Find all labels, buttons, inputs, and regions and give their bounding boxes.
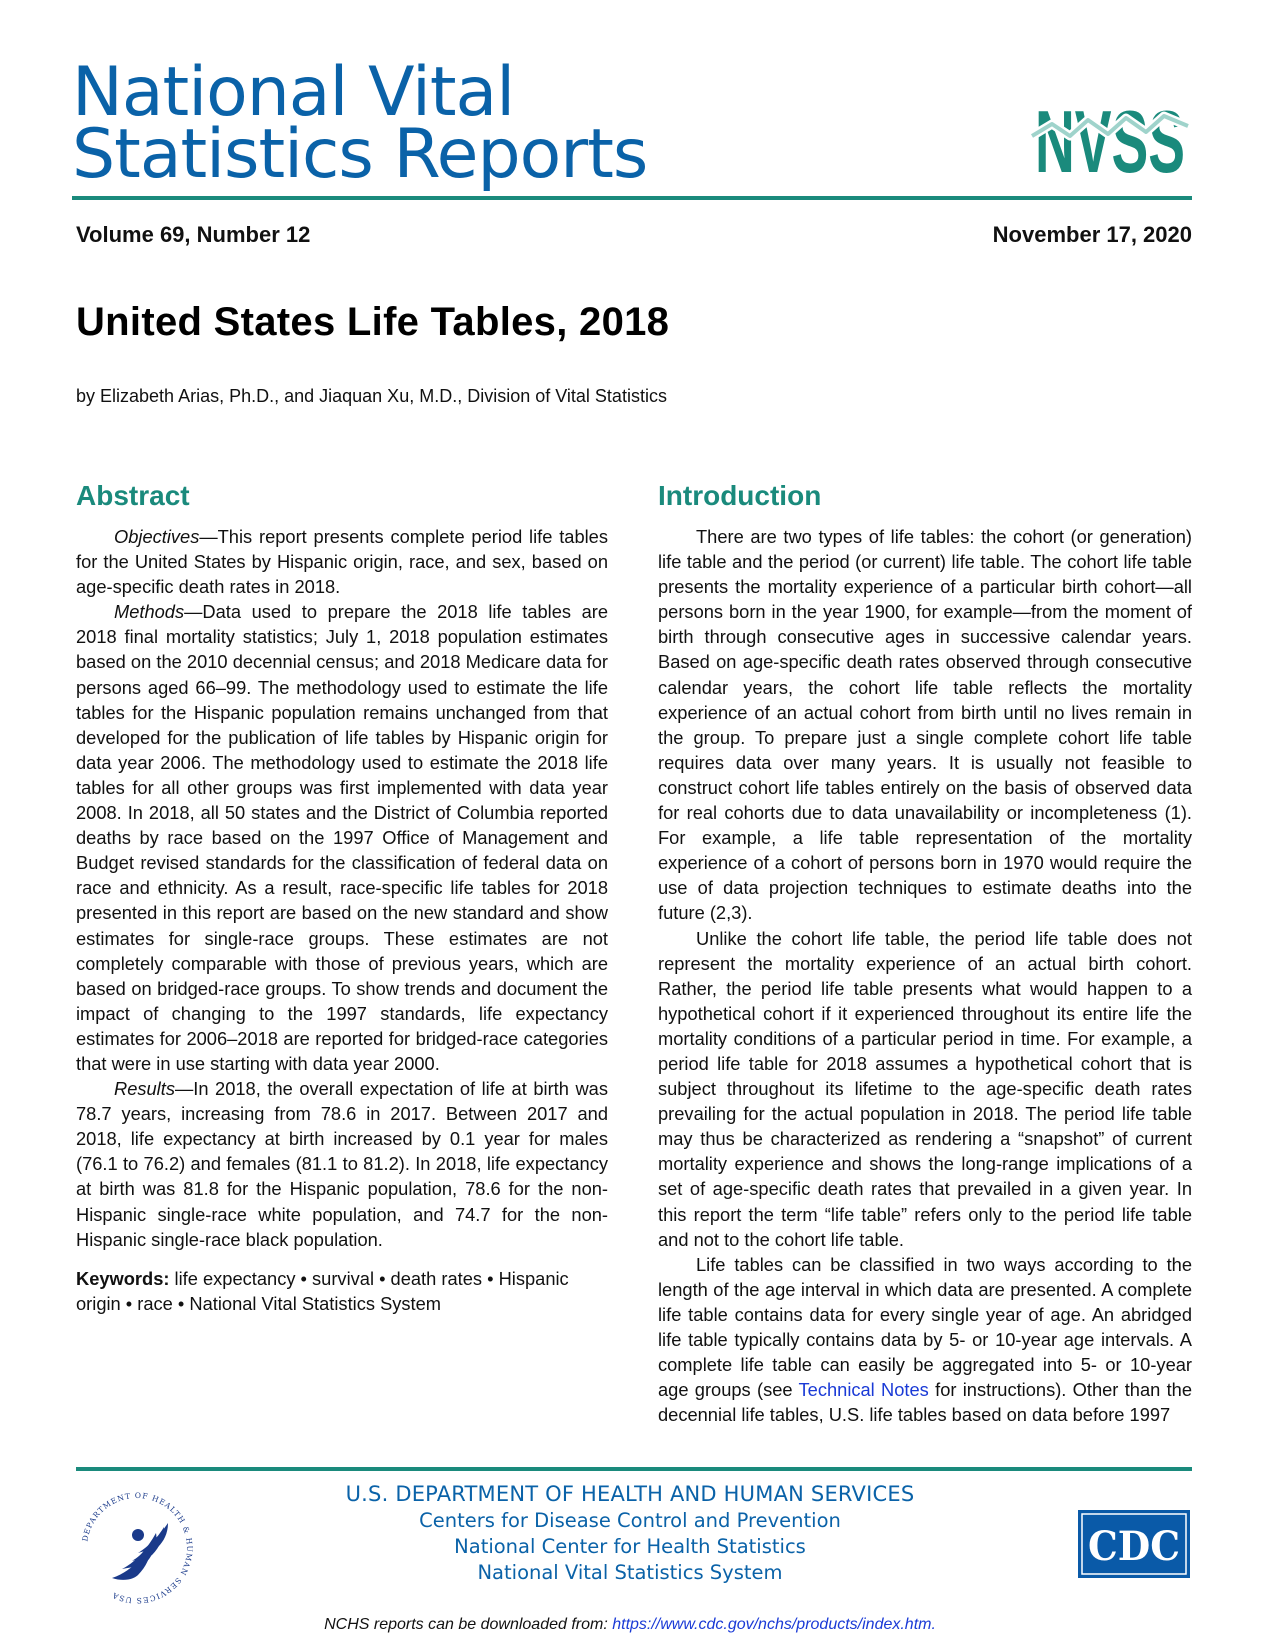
abstract-section: [76, 480, 608, 1316]
results-text: —In 2018, the overall expectation of life at birth was 78.7 years, increasing from 78.6 in 2017. Between 2017 and 2018, life expectancy at birth increased by 0.1 year for males (76.1 to 76.2) and females (81.1 to 81.2). In 2018, life expectancy at birth was 81.8 for the Hispanic population, 78.6 for the non-Hispanic single-race white population, and 74.7 for the non-Hispanic single-race black population.: [76, 1078, 608, 1250]
objectives-lead: Objectives: [114, 526, 200, 547]
download-link[interactable]: https://www.cdc.gov/nchs/products/index.htm.: [612, 1616, 936, 1633]
publication-title-line1: National Vital: [72, 53, 515, 132]
issue-meta: [76, 222, 1192, 248]
issue-date: November 17, 2020: [992, 222, 1192, 247]
agency-block: [300, 1480, 960, 1586]
keywords-text: life expectancy • survival • death rates • Hispanic origin • race • National Vital Statistics System: [76, 1267, 569, 1314]
objectives-text: —This report presents complete period life tables for the United States by Hispanic origin, race, and sex, based on age-specific death rates in 2018.: [76, 526, 608, 598]
intro-p3-before: Life tables can be classified in two ways according to the length of the age interval in which data are presented. A complete life table contains data for every single year of age. An abridged life table typically contains data by 5- or 10-year age intervals. A complete life table can easily be aggregated into 5- or 10-year age groups (see: [658, 1253, 1192, 1401]
author-byline: by Elizabeth Arias, Ph.D., and Jiaquan Xu, M.D., Division of Vital Statistics: [76, 386, 667, 406]
keywords-label: Keywords:: [76, 1267, 170, 1289]
intro-p3-after: for instructions). Other than the decennial life tables, U.S. life tables based on data before 1997: [658, 1379, 1192, 1426]
methods-text: —Data used to prepare the 2018 life tables are 2018 final mortality statistics; July 1, 2018 population estimates based on the 2010 decennial census; and 2018 Medicare data for persons aged 66–99. The methodology used to estimate the life tables for the Hispanic population remains unchanged from that developed for the publication of life tables by Hispanic origin for data year 2006. The methodology used to estimate the 2018 life tables for all other groups was first implemented with data year 2008. In 2018, all 50 states and the District of Columbia reported deaths by race based on the 1997 Office of Management and Budget revised standards for the classification of federal data on race and ethnicity. As a result, race-specific life tables for 2018 presented in this report are based on the new standard and show estimates for single-race groups. These estimates are not completely comparable with those of previous years, which are based on bridged-race groups. To show trends and document the impact of changing to the 1997 standards, life expectancy estimates for 2006–2018 are reported for bridged-race categories that were in use starting with data year 2000.: [76, 601, 608, 1074]
technical-notes-link[interactable]: Technical Notes: [798, 1379, 929, 1401]
download-note: [300, 1616, 960, 1634]
objectives-paragraph: [76, 524, 608, 599]
hhs-seal-text: DEPARTMENT OF HEALTH & HUMAN SERVICES USA: [80, 1490, 195, 1606]
abstract-heading: Abstract: [76, 480, 190, 511]
publication-title-line2: Statistics Reports: [72, 115, 648, 194]
volume-number: Volume 69, Number 12: [76, 222, 311, 247]
nvss-logo: [1030, 80, 1190, 190]
cdc-logo: [1078, 1510, 1190, 1578]
intro-paragraph-1: There are two types of life tables: the cohort (or generation) life table and the period (or current) life table. The cohort life table presents the mortality experience of a particular birth cohort—all persons born in the year 1900, for example—from the moment of birth through consecutive ages in successive calendar years. Based on age-specific death rates observed through consecutive calendar years, the cohort life table reflects the mortality experience of an actual cohort from birth until no lives remain in the group. To prepare just a single complete cohort life table requires data over many years. It is usually not feasible to construct cohort life tables entirely on the basis of observed data for real cohorts due to data unavailability or incompleteness (1). For example, a life table representation of the mortality experience of a cohort of persons born in 1970 would require the use of data projection techniques to estimate deaths into the future (2,3).: [658, 526, 1192, 924]
results-paragraph: [76, 1076, 608, 1252]
cdc-logo-text: CDC: [1088, 1523, 1180, 1570]
download-label: NCHS reports can be downloaded from:: [324, 1616, 613, 1633]
nvss-name: National Vital Statistics System: [477, 1561, 783, 1584]
header-divider: [72, 196, 1192, 200]
intro-paragraph-3: [658, 1252, 1192, 1428]
introduction-section: [658, 480, 1192, 1427]
report-title: United States Life Tables, 2018: [76, 300, 670, 344]
publication-title: [72, 53, 648, 194]
cdc-name: Centers for Disease Control and Prevention: [419, 1509, 841, 1532]
nvss-logo-text: NVSS: [1035, 92, 1185, 191]
results-lead: Results: [114, 1078, 175, 1100]
footer-divider: [76, 1467, 1192, 1471]
introduction-heading: Introduction: [658, 480, 822, 511]
methods-lead: Methods: [114, 601, 185, 623]
intro-paragraph-2: Unlike the cohort life table, the period life table does not represent the mortality experience of an actual birth cohort. Rather, the period life table presents what would happen to a hypothetical cohort if it experienced throughout its entire life the mortality conditions of a particular period in time. For example, a period life table for 2018 assumes a hypothetical cohort that is subject throughout its lifetime to the age-specific death rates prevailing for the actual population in 2018. The period life table may thus be characterized as rendering a “snapshot” of current mortality experience and shows the long-range implications of a set of age-specific death rates that prevailed in a given year. In this report the term “life table” refers only to the period life table and not to the cohort life table.: [658, 927, 1192, 1250]
methods-paragraph: [76, 599, 608, 1076]
department-name: U.S. DEPARTMENT OF HEALTH AND HUMAN SERVICES: [345, 1482, 915, 1506]
keywords-paragraph: [76, 1266, 608, 1316]
nchs-name: National Center for Health Statistics: [454, 1535, 806, 1558]
hhs-seal-icon: [72, 1483, 202, 1613]
